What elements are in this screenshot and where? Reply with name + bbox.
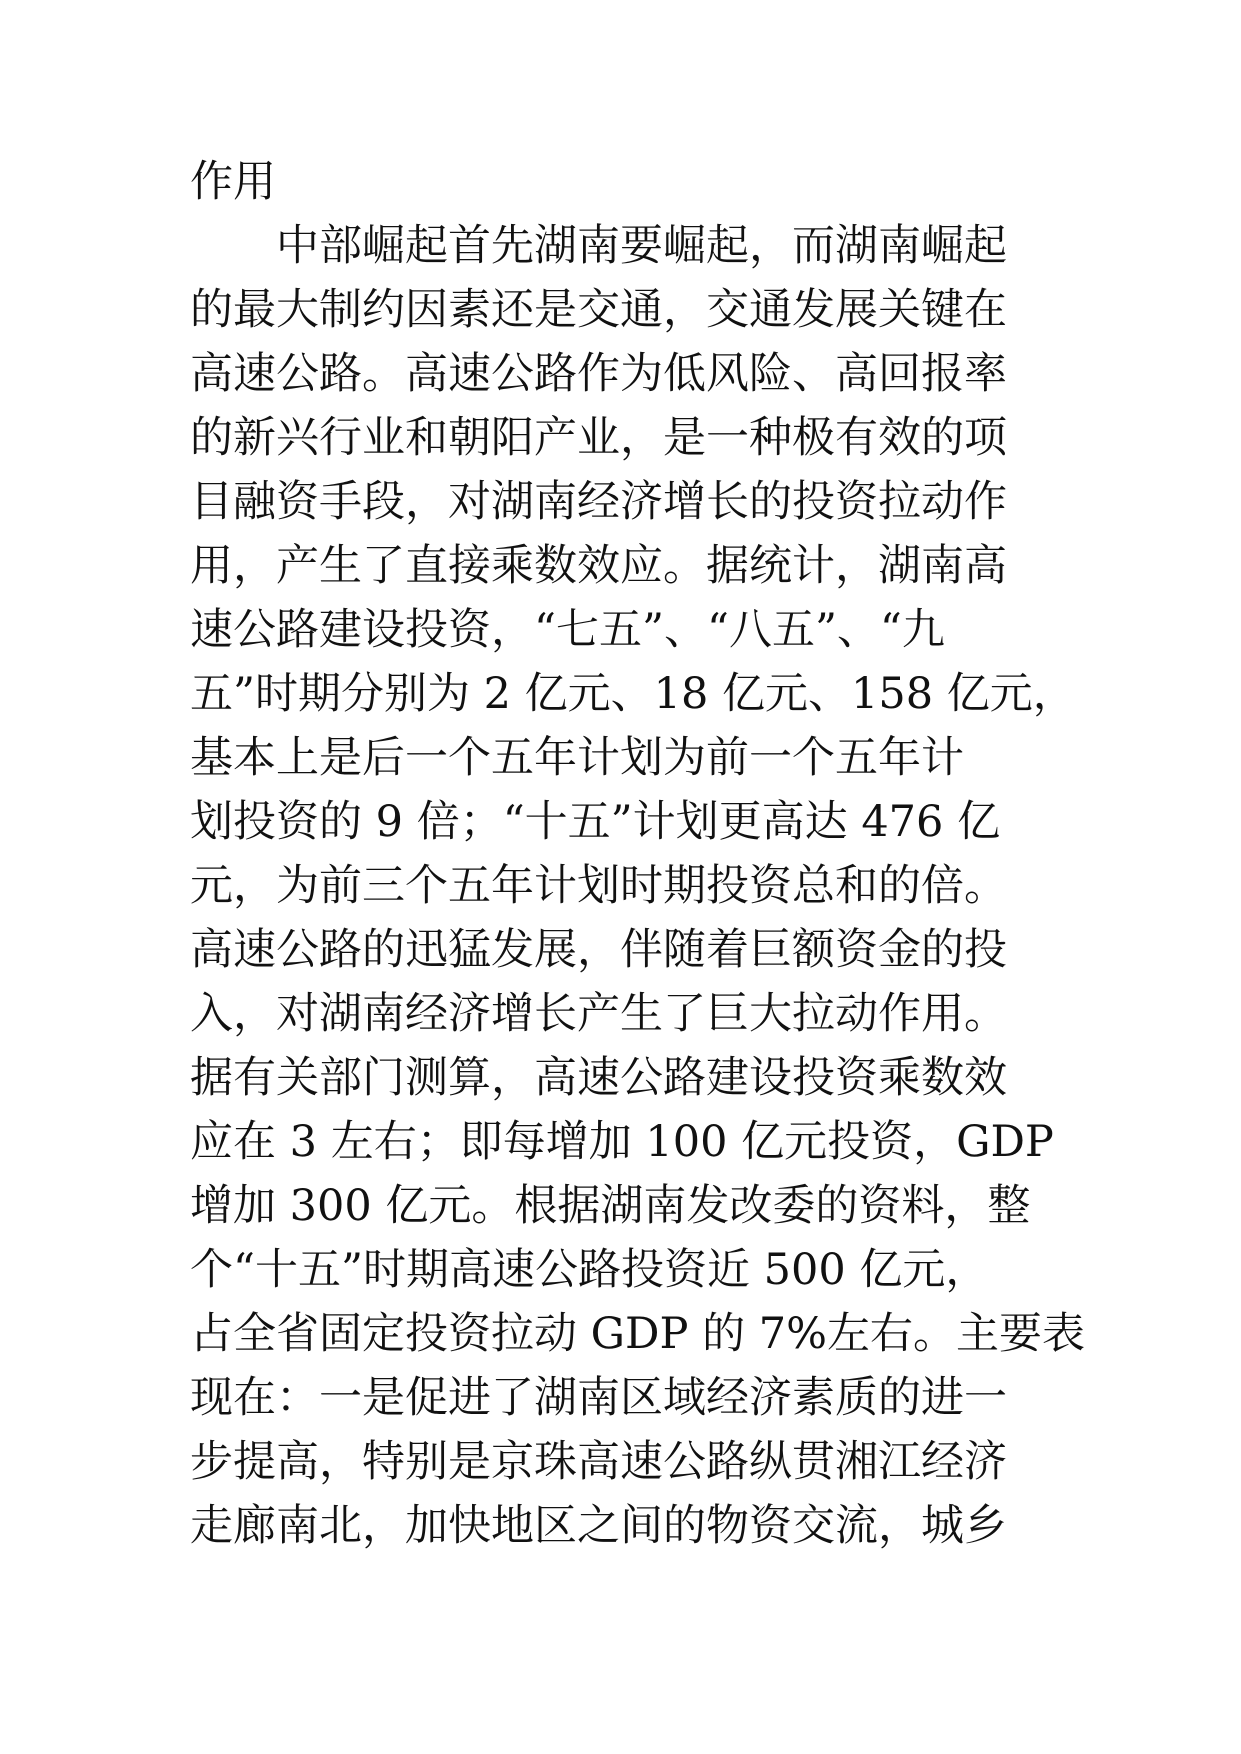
text-line: 据有关部门测算，高速公路建设投资乘数效	[190, 1053, 1007, 1103]
text-line: 高速公路。高速公路作为低风险、高回报率	[190, 349, 1007, 399]
text-line: 步提高，特别是京珠高速公路纵贯湘江经济	[190, 1437, 1007, 1487]
text-line: 增加 300 亿元。根据湖南发改委的资料，整	[190, 1181, 1031, 1231]
text-line: 个“十五”时期高速公路投资近 500 亿元，	[190, 1245, 989, 1295]
text-line: 基本上是后一个五年计划为前一个五年计	[190, 733, 964, 783]
text-line: 现在：一是促进了湖南区域经济素质的进一	[190, 1373, 1007, 1423]
paragraph-first-line: 中部崛起首先湖南要崛起，而湖南崛起	[276, 221, 1007, 271]
text-line: 入，对湖南经济增长产生了巨大拉动作用。	[190, 989, 1007, 1039]
text-line: 作用	[190, 157, 276, 207]
text-line: 高速公路的迅猛发展，伴随着巨额资金的投	[190, 925, 1007, 975]
text-line: 用，产生了直接乘数效应。据统计，湖南高	[190, 541, 1007, 591]
text-line: 走廊南北，加快地区之间的物资交流，城乡	[190, 1501, 1007, 1551]
text-line: 目融资手段，对湖南经济增长的投资拉动作	[190, 477, 1007, 527]
body-text	[190, 150, 1085, 1558]
text-line: 速公路建设投资，“七五”、“八五”、“九	[190, 605, 945, 655]
text-line: 元，为前三个五年计划时期投资总和的倍。	[190, 861, 1007, 911]
text-line: 的新兴行业和朝阳产业，是一种极有效的项	[190, 413, 1007, 463]
text-line: 应在 3 左右；即每增加 100 亿元投资，GDP	[190, 1117, 1054, 1167]
text-line: 划投资的 9 倍；“十五”计划更高达 476 亿	[190, 797, 1001, 847]
text-line: 的最大制约因素还是交通，交通发展关键在	[190, 285, 1007, 335]
text-line: 五”时期分别为 2 亿元、18 亿元、158 亿元，	[190, 669, 1076, 719]
text-line: 占全省固定投资拉动 GDP 的 7%左右。主要表	[190, 1309, 1085, 1359]
